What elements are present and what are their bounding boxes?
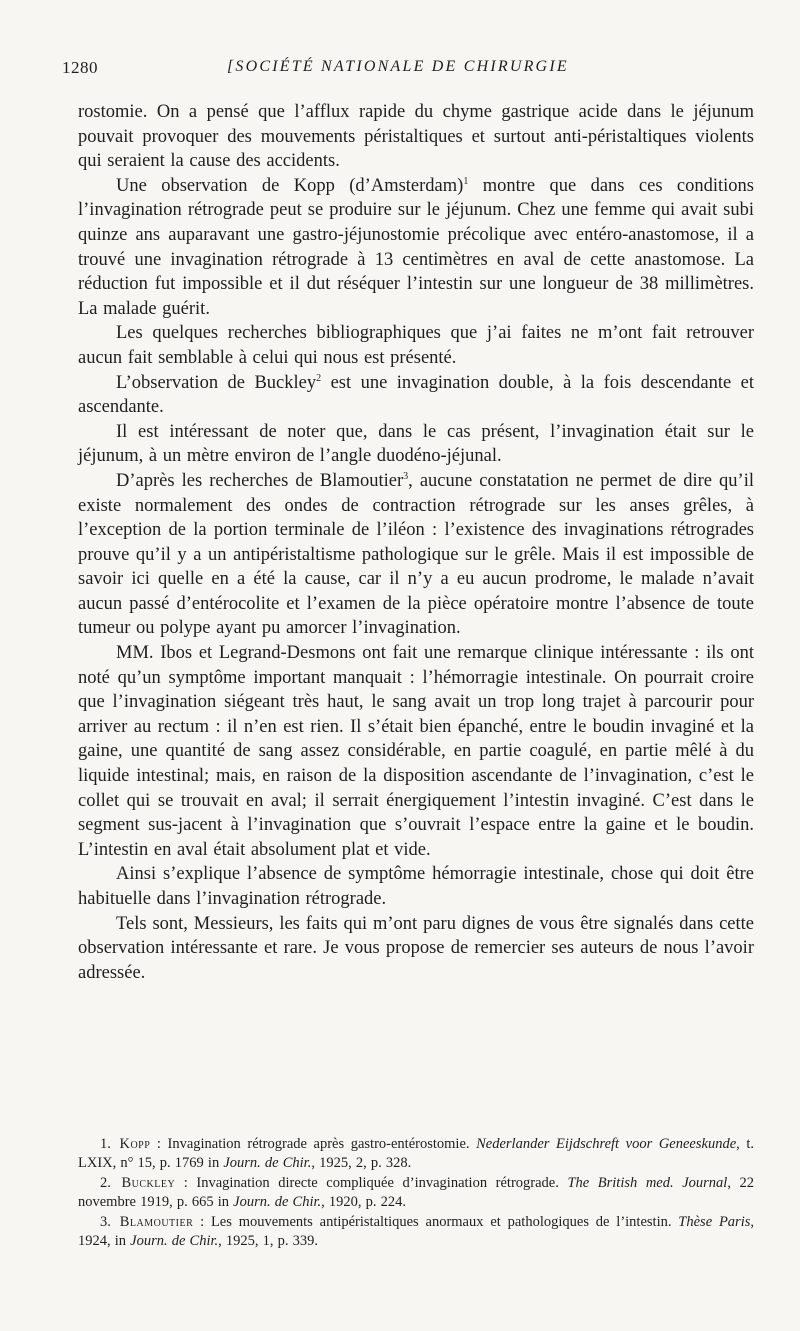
paragraph-4-part-b: est une invagination double, à la fois descendante et ascendante. <box>78 372 754 418</box>
footnote-author: Buckley <box>121 1174 176 1191</box>
footnote-journal: Journ. de Chir. <box>130 1233 219 1250</box>
paragraph-7: MM. Ibos et Legrand-Desmons ont fait une remarque clinique intéressante : ils ont noté qu’un symptôme important manquait : l’hémorragie intestinale. On pourrait croire que l’invagination siégeant très haut, le sang avait un trop long trajet à parcourir pour arriver au rectum : il n’en est rien. Il s’était bien épanché, entre le boudin invaginé et la gaine, une quantité de sang assez considérable, en partie coagulé, en partie mêlé à du liquide intestinal; mais, en raison de la disposition ascendante de l’invagination, c’est le collet qui se trouvait en aval; il serrait énergiquement l’intestin invaginé. C’est dans le segment sus-jacent à l’invagination que s’ouvrait l’espace entre la gaine et le boudin. L’intestin en aval était absolument plat et vide. <box>78 643 754 860</box>
footnote-text: , 1925, 2, p. 328. <box>311 1155 412 1172</box>
footnote-ref-3: 3 <box>403 470 409 482</box>
footnote-author: Blamoutier <box>119 1213 194 1230</box>
footnote-ref-2: 2 <box>316 372 322 384</box>
page-number: 1280 <box>62 58 98 77</box>
footnote-text: : Invagination rétrograde après gastro-entérostomie. <box>150 1136 477 1152</box>
paragraph-6-part-a: D’après les recherches de Blamoutier <box>116 470 404 491</box>
running-head: [SOCIÉTÉ NATIONALE DE CHIRURGIE <box>227 58 569 75</box>
footnote-2 <box>78 1174 754 1213</box>
footnote-text: , 1925, 1, p. 339. <box>218 1233 319 1250</box>
footnote-text: , t. LXIX, n° 15, p. 1769 in <box>78 1136 755 1172</box>
paragraph-5: Il est intéressant de noter que, dans le cas présent, l’invagination était sur le jéjunum, à un mètre environ de l’angle duodéno-jéjunal. <box>78 421 754 467</box>
paragraph-8: Ainsi s’explique l’absence de symptôme hémorragie intestinale, chose qui doit être habituelle dans l’invagination rétrograde. <box>78 864 754 909</box>
paragraph-1: rostomie. On a pensé que l’afflux rapide du chyme gastrique acide dans le jéjunum pouvait provoquer des mouvements péristaltiques et surtout anti-péristaltiques violents qui seraient la cause des accidents. <box>78 102 754 172</box>
paragraph-2-part-a: Une observation de Kopp (d’Amsterdam) <box>116 175 464 196</box>
footnote-author: Kopp <box>119 1136 151 1152</box>
paragraph-3: Les quelques recherches bibliographiques que j’ai faites ne m’ont fait retrouver aucun fait semblable à celui qui nous est présenté. <box>78 323 754 368</box>
footnote-number: 3. <box>100 1213 111 1230</box>
footnote-text: : Invagination directe compliquée d’invagination rétrograde. <box>175 1174 568 1191</box>
page-header <box>62 58 742 82</box>
body-text <box>78 100 754 985</box>
footnote-text: , 1920, p. 224. <box>321 1194 407 1211</box>
footnote-source-title: Thèse Paris <box>678 1213 751 1230</box>
footnote-text: , 22 novembre 1919, p. 665 in <box>78 1174 755 1211</box>
paragraph-4-part-a: L’observation de Buckley <box>116 372 317 393</box>
footnote-number: 2. <box>100 1174 111 1191</box>
footnote-text: , 1924, in <box>78 1213 754 1250</box>
footnote-source-title: The British med. Journal <box>567 1174 728 1191</box>
footnote-1 <box>78 1135 754 1174</box>
footnote-journal: Journ. de Chir. <box>233 1194 322 1211</box>
paragraph-2-part-b: montre que dans ces conditions l’invagination rétrograde peut se produire sur le jéjunum. Chez une femme qui avait subi quinze ans auparavant une gastro-jéjunostomie précolique avec entéro-anastomose, il a trouvé une invagination rétrograde à 13 centimètres en aval de cette anastomose. La réduction fut impossible et il dut réséquer l’intestin sur une longueur de 38 millimètres. La malade guérit. <box>78 175 754 319</box>
footnote-source-title: Nederlander Eijdschreft voor Geneeskunde <box>476 1136 737 1152</box>
footnote-3 <box>78 1213 754 1252</box>
footnotes <box>78 1135 754 1251</box>
footnote-ref-1: 1 <box>463 175 469 187</box>
paragraph-9: Tels sont, Messieurs, les faits qui m’ont paru dignes de vous être signalés dans cette observation intéressante et rare. Je vous propose de remercier ses auteurs de nous l’avoir adressée. <box>78 913 754 983</box>
paragraph-2 <box>78 174 754 322</box>
footnote-journal: Journ. de Chir. <box>223 1155 312 1172</box>
paragraph-6 <box>78 469 754 641</box>
footnote-text: : Les mouvements antipéristaltiques anormaux et pathologiques de l’intestin. <box>193 1213 679 1230</box>
paragraph-4 <box>78 371 754 420</box>
paragraph-6-part-b: , aucune constatation ne permet de dire qu’il existe normalement des ondes de contraction rétrograde sur les anses grêles, à l’exception de la portion terminale de l’iléon : l’existence des invaginations rétrogrades prouve qu’il y a un antipéristaltisme pathologique sur le grêle. Mais il est impossible de savoir ici quelle en a été la cause, car il n’y a eu aucun prodrome, le malade n’avait aucun passé d’entérocolite et l’examen de la pièce opératoire montre l’absence de toute tumeur ou polype ayant pu amorcer l’invagination. <box>78 470 754 639</box>
footnote-number: 1. <box>100 1136 111 1152</box>
